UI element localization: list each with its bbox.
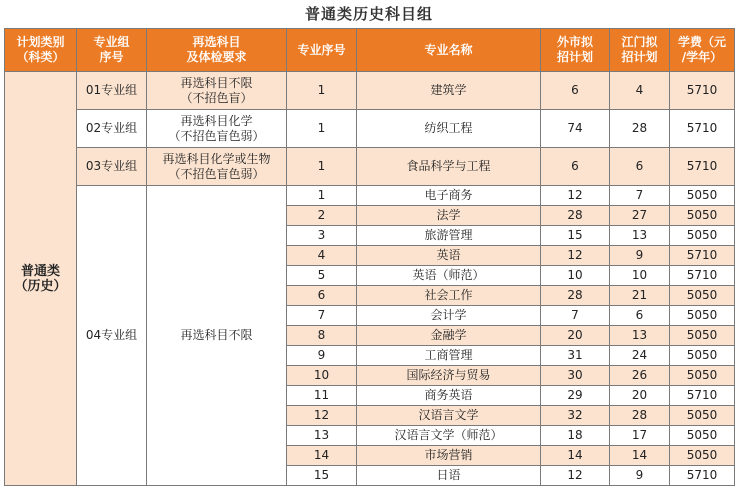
tuition-cell: 5710 [670,246,735,266]
table-row [5,148,735,186]
tuition-cell: 5050 [670,406,735,426]
jiangmen-quota-cell: 4 [610,72,670,110]
table-title: 普通类历史科目组 [304,5,433,23]
major-name-cell: 电子商务 [357,186,541,206]
jiangmen-quota-cell: 14 [610,446,670,466]
outside-quota-cell: 18 [541,426,610,446]
requirements-cell [147,186,287,486]
header-text: 专业组 [93,35,130,49]
major-no-cell: 5 [287,266,357,286]
major-no-cell: 10 [287,366,357,386]
requirements-cell [147,72,287,110]
tuition-cell: 5050 [670,206,735,226]
outside-quota-cell: 74 [541,110,610,148]
jiangmen-quota-cell: 13 [610,226,670,246]
jiangmen-quota-cell: 27 [610,206,670,226]
plan-category-text: （历史） [14,278,67,294]
major-name-cell: 英语（师范） [357,266,541,286]
major-name-cell: 会计学 [357,306,541,326]
tuition-cell: 5050 [670,186,735,206]
outside-quota-cell: 7 [541,306,610,326]
table-body [5,72,735,486]
header-outside-quota [541,29,610,72]
tuition-cell: 5050 [670,226,735,246]
header-text: 学费（元 [677,35,726,49]
jiangmen-quota-cell: 9 [610,246,670,266]
major-name-cell: 市场营销 [357,446,541,466]
outside-quota-cell: 12 [541,246,610,266]
header-text: 招计划 [621,50,658,64]
jiangmen-quota-cell: 28 [610,110,670,148]
major-no-cell: 15 [287,466,357,486]
tuition-cell: 5710 [670,386,735,406]
outside-quota-cell: 29 [541,386,610,406]
tuition-cell: 5050 [670,306,735,326]
outside-quota-cell: 12 [541,186,610,206]
jiangmen-quota-cell: 7 [610,186,670,206]
major-no-cell: 3 [287,226,357,246]
major-no-cell: 12 [287,406,357,426]
table-row [5,72,735,110]
header-text: 计划类别 [16,35,65,49]
admission-plan-table [4,28,735,486]
jiangmen-quota-cell: 6 [610,148,670,186]
jiangmen-quota-cell: 28 [610,406,670,426]
requirements-text: （不招色盲） [180,90,253,105]
major-no-cell: 2 [287,206,357,226]
header-major-no [287,29,357,72]
header-text: 招计划 [556,50,593,64]
major-name-cell: 旅游管理 [357,226,541,246]
major-name-cell: 法学 [357,206,541,226]
header-group-no [77,29,147,72]
table-row [5,186,735,206]
major-name-cell: 食品科学与工程 [357,148,541,186]
tuition-cell: 5710 [670,266,735,286]
header-text: 专业名称 [424,42,473,57]
jiangmen-quota-cell: 20 [610,386,670,406]
major-name-cell: 商务英语 [357,386,541,406]
header-major-name [357,29,541,72]
outside-quota-cell: 15 [541,226,610,246]
table-row [5,110,735,148]
major-name-cell: 工商管理 [357,346,541,366]
outside-quota-cell: 28 [541,206,610,226]
header-text: 江门拟 [621,35,658,49]
outside-quota-cell: 12 [541,466,610,486]
group-code-cell: 03专业组 [77,148,147,186]
major-name-cell: 汉语言文学（师范） [357,426,541,446]
major-no-cell: 1 [287,148,357,186]
header-text: 再选科目 [192,35,241,49]
tuition-cell: 5050 [670,346,735,366]
requirements-cell [147,148,287,186]
major-no-cell: 1 [287,72,357,110]
requirements-text: 再选科目不限 [180,75,253,90]
major-no-cell: 13 [287,426,357,446]
jiangmen-quota-cell: 24 [610,346,670,366]
major-name-cell: 国际经济与贸易 [357,366,541,386]
requirements-text: （不招色盲色弱） [168,128,265,143]
jiangmen-quota-cell: 10 [610,266,670,286]
header-jiangmen-quota [610,29,670,72]
plan-category-text: 普通类 [20,263,60,279]
requirements-cell [147,110,287,148]
major-name-cell: 金融学 [357,326,541,346]
major-no-cell: 14 [287,446,357,466]
requirements-text: （不招色盲色弱） [168,166,265,181]
tuition-cell: 5050 [670,426,735,446]
tuition-cell: 5710 [670,110,735,148]
outside-quota-cell: 32 [541,406,610,426]
header-text: 及体检要求 [186,50,247,64]
outside-quota-cell: 6 [541,72,610,110]
header-text: 专业序号 [297,42,346,57]
header-text: 外市拟 [556,35,593,49]
jiangmen-quota-cell: 21 [610,286,670,306]
major-no-cell: 8 [287,326,357,346]
header-text: 序号 [99,50,124,64]
jiangmen-quota-cell: 9 [610,466,670,486]
header-text: （科类） [16,50,65,64]
outside-quota-cell: 10 [541,266,610,286]
group-code-cell: 04专业组 [77,186,147,486]
major-no-cell: 6 [287,286,357,306]
header-row [5,29,735,72]
tuition-cell: 5710 [670,466,735,486]
group-code-cell: 02专业组 [77,110,147,148]
major-no-cell: 7 [287,306,357,326]
major-name-cell: 英语 [357,246,541,266]
requirements-text: 再选科目不限 [180,328,253,342]
major-name-cell: 建筑学 [357,72,541,110]
requirements-text: 再选科目化学 [180,113,253,128]
major-no-cell: 1 [287,186,357,206]
major-no-cell: 11 [287,386,357,406]
jiangmen-quota-cell: 13 [610,326,670,346]
outside-quota-cell: 28 [541,286,610,306]
major-no-cell: 4 [287,246,357,266]
header-requirements [147,29,287,72]
group-code-cell: 01专业组 [77,72,147,110]
header-tuition [670,29,735,72]
major-name-cell: 日语 [357,466,541,486]
outside-quota-cell: 14 [541,446,610,466]
requirements-text: 再选科目化学或生物 [162,151,271,166]
jiangmen-quota-cell: 17 [610,426,670,446]
outside-quota-cell: 20 [541,326,610,346]
major-no-cell: 9 [287,346,357,366]
major-name-cell: 社会工作 [357,286,541,306]
outside-quota-cell: 6 [541,148,610,186]
jiangmen-quota-cell: 26 [610,366,670,386]
header-text: /学年） [681,50,723,64]
jiangmen-quota-cell: 6 [610,306,670,326]
tuition-cell: 5710 [670,72,735,110]
tuition-cell: 5050 [670,326,735,346]
outside-quota-cell: 31 [541,346,610,366]
tuition-cell: 5050 [670,286,735,306]
tuition-cell: 5710 [670,148,735,186]
header-plan-category [5,29,77,72]
major-name-cell: 汉语言文学 [357,406,541,426]
tuition-cell: 5050 [670,446,735,466]
tuition-cell: 5050 [670,366,735,386]
major-name-cell: 纺织工程 [357,110,541,148]
plan-category-cell [5,72,77,486]
outside-quota-cell: 30 [541,366,610,386]
major-no-cell: 1 [287,110,357,148]
